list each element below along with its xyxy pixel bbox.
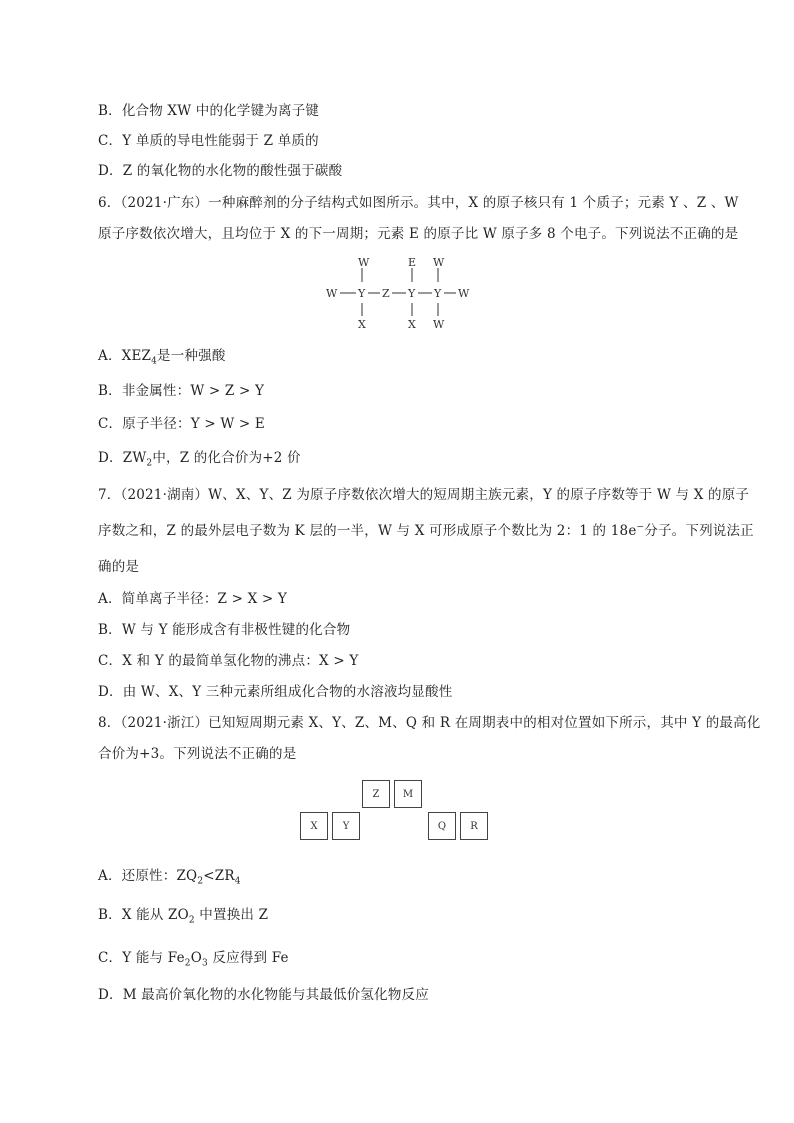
q7-option-c: C．X 和 Y 的最简单氢化物的沸点：X > Y — [98, 653, 359, 669]
q5-option-d: D．Z 的氧化物的水化物的酸性强于碳酸 — [98, 163, 343, 179]
q6-option-a: A．$XEZ_4$是一种强酸 — [98, 348, 226, 367]
q7-stem-line1: 7．（2021·湖南）W、X、Y、Z 为原子序数依次增大的短周期主族元素，Y 的原子序数等于 W 与 X 的原子 — [98, 487, 750, 503]
atom-mid-z: Z — [382, 287, 390, 300]
cell-q: Q — [428, 812, 456, 840]
atom-mid-w1: W — [326, 287, 338, 300]
atom-bot-w: W — [433, 318, 445, 331]
cell-z: Z — [362, 780, 390, 808]
q8-stem-line2: 合价为+3。下列说法不正确的是 — [98, 746, 297, 762]
atom-mid-y1: Y — [358, 287, 366, 300]
q6-option-d: D．$ZW_2$中，Z 的化合价为+2 价 — [98, 450, 301, 469]
q8-option-b: B．X 能从 $ZO_2$ 中置换出 Z — [98, 907, 269, 926]
atom-mid-w2: W — [458, 287, 470, 300]
atom-bot-x1: X — [358, 318, 366, 331]
q5-option-b: B．化合物 XW 中的化学键为离子键 — [98, 103, 320, 119]
atom-top-w2: W — [433, 256, 445, 269]
q5-option-c: C．Y 单质的导电性能弱于 Z 单质的 — [98, 133, 319, 149]
q6-stem-line1: 6．（2021·广东）一种麻醉剂的分子结构式如图所示。其中，X 的原子核只有 1 个质子；元素 Y 、Z 、W — [98, 195, 739, 211]
q6-stem-line2: 原子序数依次增大，且均位于 X 的下一周期；元素 E 的原子比 W 原子多 8 个电子。下列说法不正确的是 — [98, 226, 739, 242]
molecule-structure-diagram — [318, 256, 478, 332]
cell-r: R — [460, 812, 488, 840]
cell-m: M — [394, 780, 422, 808]
atom-mid-y2: Y — [408, 287, 416, 300]
q7-option-b: B．W 与 Y 能形成含有非极性键的化合物 — [98, 622, 351, 638]
q7-option-a: A．简单离子半径：Z > X > Y — [98, 591, 288, 607]
atom-top-e: E — [408, 256, 417, 269]
periodic-table-fragment — [300, 780, 492, 846]
cell-y: Y — [332, 812, 360, 840]
q8-stem-line1: 8．（2021·浙江）已知短周期元素 X、Y、Z、M、Q 和 R 在周期表中的相对位置如下所示，其中 Y 的最高化 — [98, 715, 761, 731]
cell-x: X — [300, 812, 328, 840]
q8-option-a: A．还原性：$ZQ_2<ZR_4$ — [98, 868, 241, 887]
q8-option-c: C．Y 能与 $Fe_2O_3$ 反应得到 Fe — [98, 950, 289, 969]
atom-bot-x2: X — [408, 318, 416, 331]
q7-option-d: D．由 W、X、Y 三种元素所组成化合物的水溶液均显酸性 — [98, 684, 453, 700]
q6-option-b: B．非金属性：W > Z > Y — [98, 383, 265, 399]
q8-option-d: D．M 最高价氧化物的水化物能与其最低价氢化物反应 — [98, 987, 429, 1003]
q7-stem-line3: 确的是 — [98, 559, 140, 575]
q7-stem-line2: 序数之和，Z 的最外层电子数为 K 层的一半，W 与 X 可形成原子个数比为 2：1 的 18e−分子。下列说法正 — [98, 522, 754, 539]
atom-top-w1: W — [358, 256, 370, 269]
atom-mid-y3: Y — [434, 287, 442, 300]
q6-option-c: C．原子半径：Y > W > E — [98, 416, 265, 432]
